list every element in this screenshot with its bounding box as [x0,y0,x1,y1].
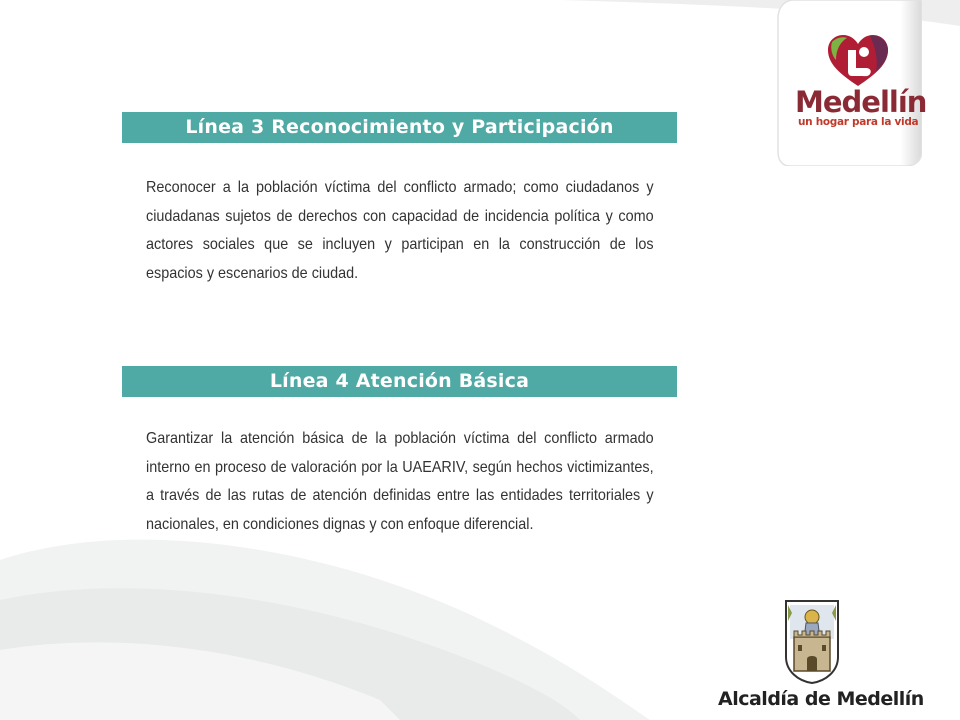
section-heading: Línea 3 Reconocimiento y Participación [122,112,677,143]
medellin-heart-logo-icon [826,34,890,88]
section-heading: Línea 4 Atención Básica [122,366,677,397]
section-paragraph: Garantizar la atención básica de la población víctima del conflicto armado interno en proceso de valoración por la UAEARIV, según hechos victimizantes, a través de las rutas de atención definidas entre las entidades territoriales y nacionales, en condiciones dignas y con enfoque diferencial. [146,430,654,533]
coat-of-arms-icon [782,599,842,685]
logo-tagline: un hogar para la vida [798,116,919,128]
institution-name: Alcaldía de Medellín [718,688,924,710]
section-paragraph: Reconocer a la población víctima del conflicto armado; como ciudadanos y ciudadanas sujetos de derechos con capacidad de incidencia política y como actores sociales que se incluyen y participan en la construcción de los espacios y escenarios de ciudad. [146,179,654,282]
logo-title: Medellín [795,85,927,119]
